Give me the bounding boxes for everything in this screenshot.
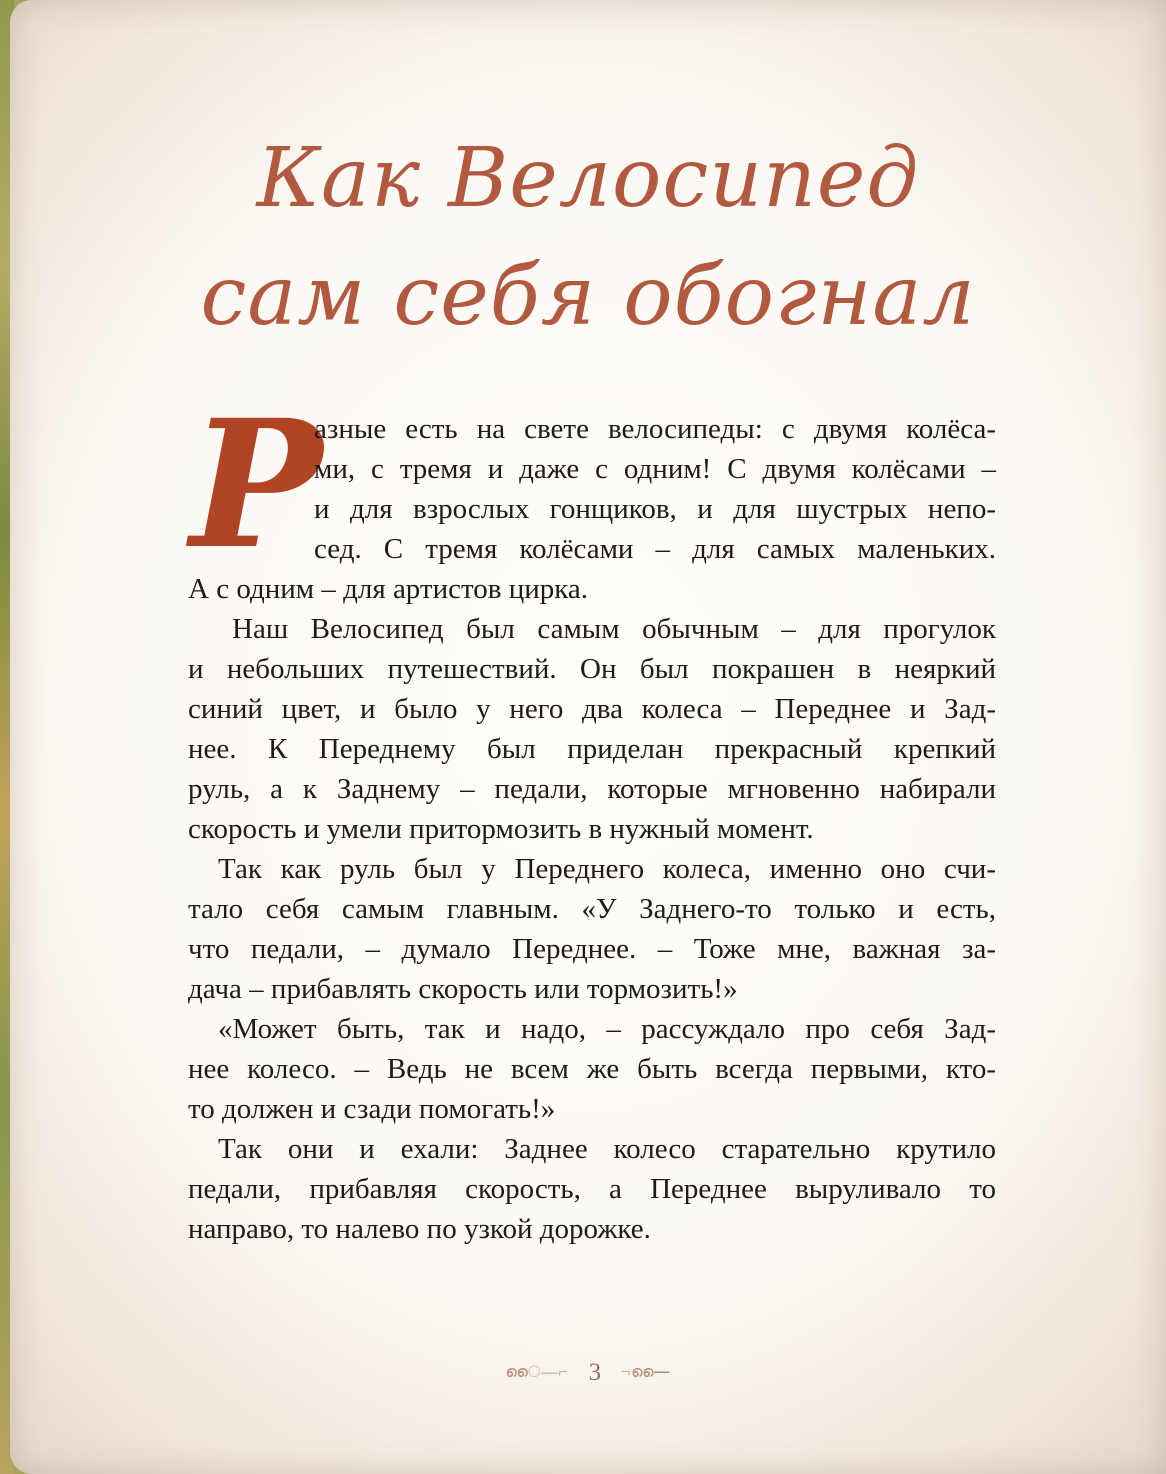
text-line: и для взрослых гонщиков, и для шустрых непо- [314, 493, 996, 525]
chapter-title-line-1: Как Велосипед [256, 131, 920, 226]
text-line: Так они и ехали: Заднее колесо старательно крутило [218, 1133, 996, 1165]
text-line: синий цвет, и было у него два колеса – Переднее и Зад- [188, 693, 996, 725]
text-line: Наш Велосипед был самым обычным – для прогулок [232, 613, 996, 645]
drop-cap-letter: Р [190, 381, 323, 588]
text-line: «Может быть, так и надо, – рассуждало про себя Зад- [218, 1013, 996, 1045]
text-line: направо, то налево по узкой дорожке. [188, 1213, 651, 1245]
right-ornament-icon: ¬—ൈ [621, 1364, 671, 1381]
text-line: А с одним – для артистов цирка. [188, 573, 589, 605]
page-number: 3 [588, 1359, 602, 1386]
page-footer [10, 1359, 1166, 1387]
text-line: руль, а к Заднему – педали, которые мгновенно набирали [188, 773, 996, 805]
book-page [10, 0, 1166, 1474]
text-line: азные есть на свете велосипеды: с двумя колёса- [314, 413, 996, 445]
text-line: Так как руль был у Переднего колеса, именно оно счи- [218, 853, 996, 885]
text-line: нее колесо. – Ведь не всем же быть всегда первыми, кто- [188, 1053, 996, 1085]
text-line: и небольших путешествий. Он был покрашен в неяркий [188, 653, 996, 685]
text-line: педали, прибавляя скорость, а Переднее выруливало то [188, 1173, 996, 1205]
text-line: скорость и умели притормозить в нужный момент. [188, 813, 814, 845]
chapter-title-line-2: сам себя обогнал [200, 249, 976, 344]
text-line: дача – прибавлять скорость или тормозить!» [188, 973, 738, 1005]
text-line: ми, с тремя и даже с одним! С двумя колёсами – [314, 453, 996, 485]
left-ornament-icon: ൈ—⌐ [505, 1364, 569, 1381]
text-line: что педали, – думало Переднее. – Тоже мне, важная за- [188, 933, 996, 965]
chapter-title [10, 120, 1166, 356]
text-line: то должен и сзади помогать!» [188, 1093, 556, 1125]
text-line: нее. К Переднему был приделан прекрасный крепкий [188, 733, 996, 765]
text-line: сед. С тремя колёсами – для самых маленьких. [314, 533, 996, 565]
text-line: тало себя самым главным. «У Заднего-то только и есть, [188, 893, 996, 925]
